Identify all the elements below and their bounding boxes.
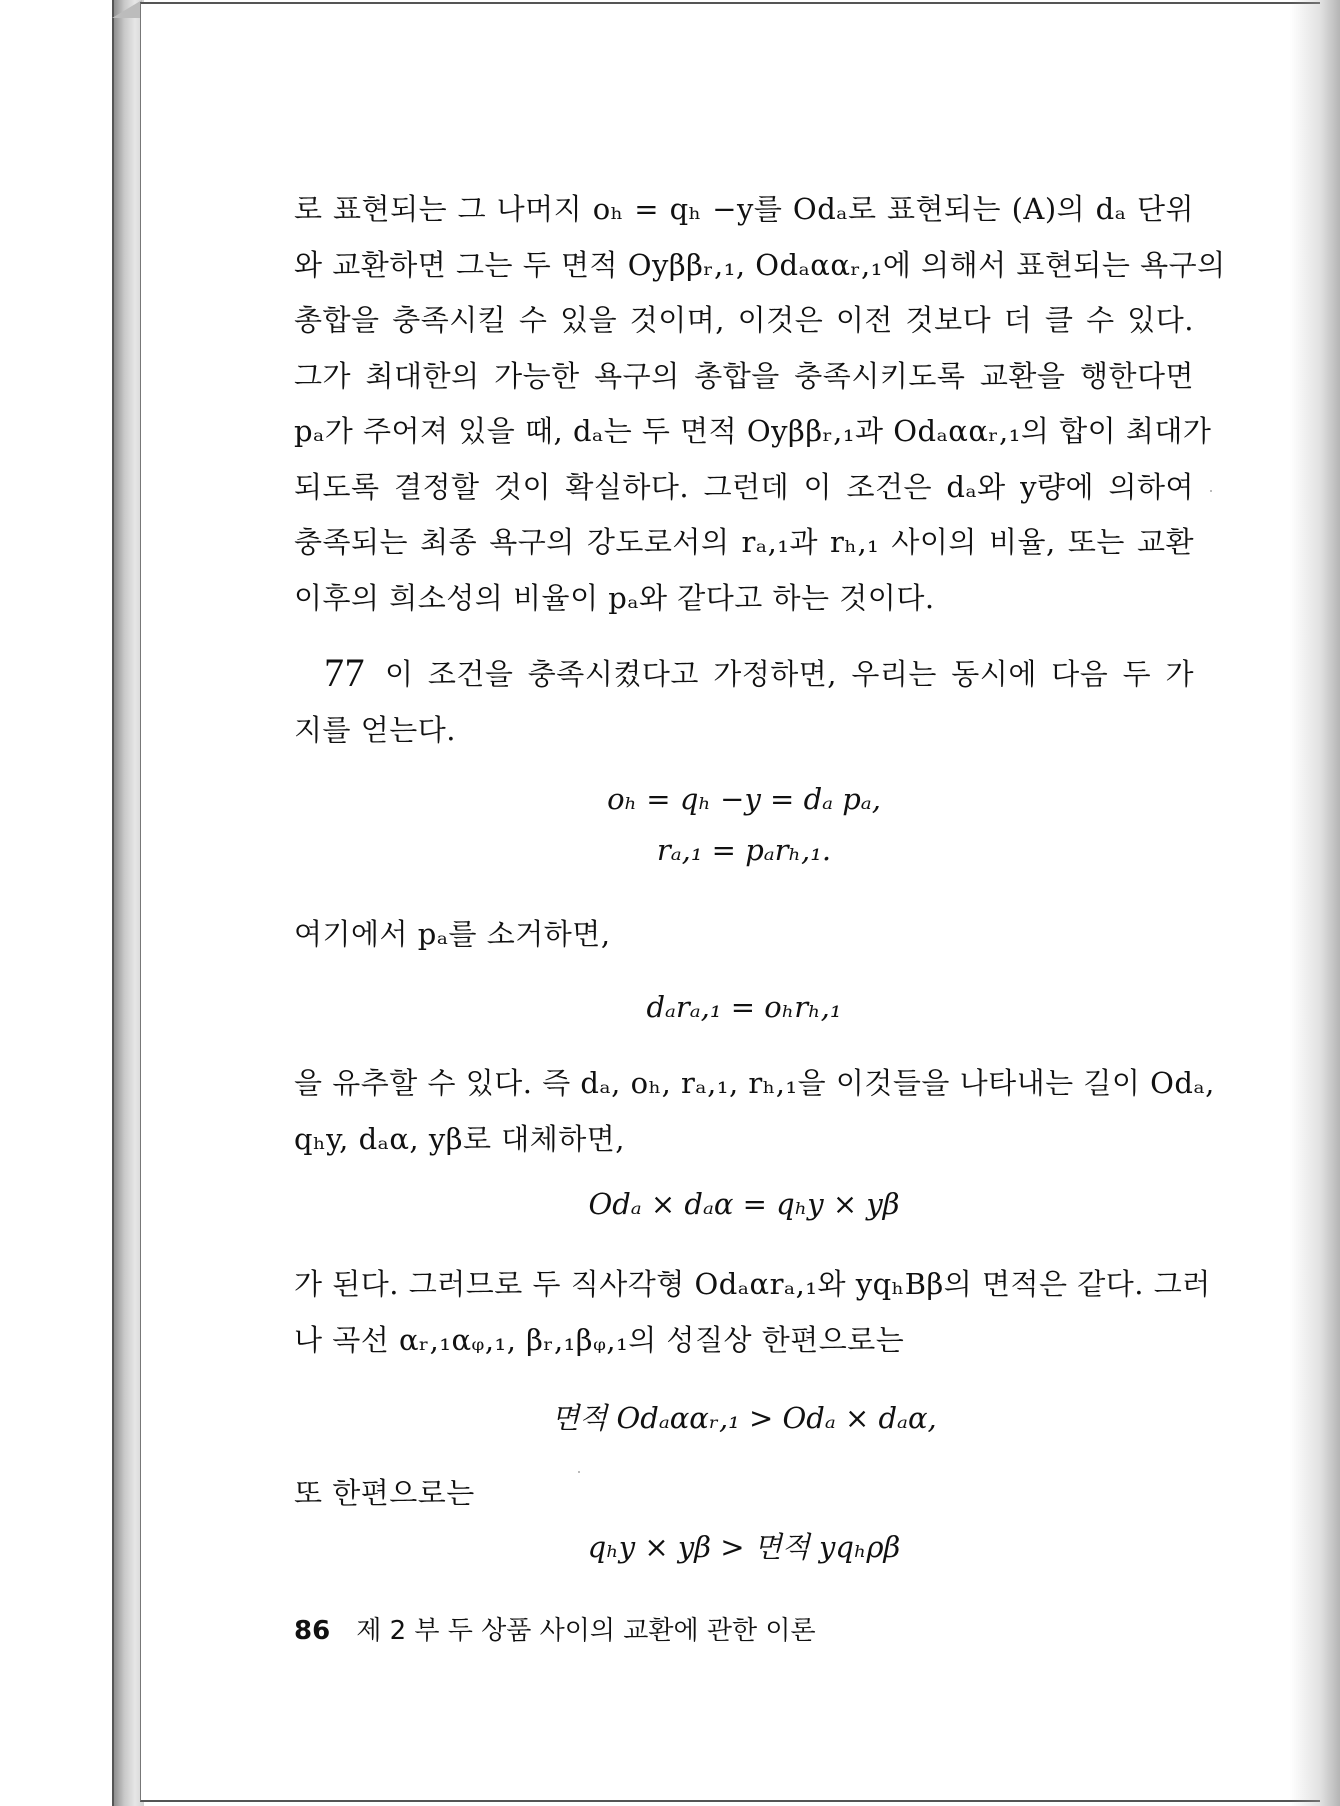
text-line: 나 곡선 αᵣ,₁αᵩ,₁, βᵣ,₁βᵩ,₁의 성질상 한편으로는 [294, 1322, 905, 1357]
page-number: 86 [294, 1616, 331, 1646]
page-footer [294, 1610, 816, 1647]
paragraph-infer [294, 1056, 1215, 1167]
paragraph-infer-text [294, 1056, 1215, 1167]
paragraph-other-hand [294, 1466, 1194, 1522]
equation-3: dₐrₐ,₁ = oₕrₕ,₁ [646, 990, 842, 1024]
paragraph-1-text [294, 182, 1226, 626]
text-line: 지를 얻는다. [294, 712, 457, 747]
text-line: 여기에서 pₐ를 소거하면, [294, 917, 611, 951]
text-line: 을 유추할 수 있다. 즉 dₐ, oₕ, rₐ,₁, rₕ,₁을 이것들을 나타내는 길이 Odₐ, [294, 1066, 1215, 1100]
text-line: 총합을 충족시킬 수 있을 것이며, 이것은 이전 것보다 더 클 수 있다. [294, 303, 1194, 337]
equation-5: 면적 Odₐααᵣ,₁ > Odₐ × dₐα, [551, 1401, 937, 1435]
equation-2: rₐ,₁ = pₐrₕ,₁. [656, 833, 832, 867]
section-number: 77 [324, 650, 365, 695]
text-line: 로 표현되는 그 나머지 oₕ = qₕ −y를 Odₐ로 표현되는 (A)의 dₐ 단위 [294, 192, 1194, 226]
paragraph-eliminate [294, 907, 1194, 963]
text-line: 충족되는 최종 욕구의 강도로서의 rₐ,₁과 rₕ,₁ 사이의 비율, 또는 교환 [294, 525, 1194, 559]
running-title: 제 2 부 두 상품 사이의 교환에 관한 이론 [356, 1616, 816, 1646]
text-line: 가 된다. 그러므로 두 직사각형 Odₐαrₐ,₁와 yqₕBβ의 면적은 같다. 그러 [294, 1267, 1211, 1301]
paragraph-rectangles [294, 1257, 1211, 1368]
scan-speck [578, 1471, 580, 1473]
text-line: qₕy, dₐα, yβ로 대체하면, [294, 1121, 626, 1156]
text-line: 또 한편으로는 [294, 1476, 475, 1510]
text-line: 그가 최대한의 가능한 욕구의 총합을 충족시키도록 교환을 행한다면 [294, 358, 1194, 393]
paragraph-eliminate-text [294, 907, 1194, 963]
equation-6: qₕy × yβ > 면적 yqₕρβ [587, 1530, 901, 1564]
paragraph-1 [294, 182, 1226, 626]
equation-1: oₕ = qₕ −y = dₐ pₐ, [607, 782, 881, 816]
page-edge-shadow [1290, 0, 1340, 1806]
paragraph-other-hand-text [294, 1466, 1194, 1522]
section-77-text [294, 645, 1194, 758]
text-line: 이후의 희소성의 비율이 pₐ와 같다고 하는 것이다. [294, 580, 935, 615]
scan-speck [1210, 490, 1212, 492]
text-line: 와 교환하면 그는 두 면적 Oyββᵣ,₁, Odₐααᵣ,₁에 의해서 표현되는 욕구의 [294, 247, 1226, 282]
text-line: 되도록 결정할 것이 확실하다. 그런데 이 조건은 dₐ와 y량에 의하여 [294, 469, 1194, 504]
text-line [294, 645, 1194, 703]
section-first-line: 이 조건을 충족시켰다고 가정하면, 우리는 동시에 다음 두 가 [385, 657, 1194, 691]
section-77 [294, 645, 1194, 758]
text-line: pₐ가 주어져 있을 때, dₐ는 두 면적 Oyββᵣ,₁과 Odₐααᵣ,₁의 합이 최대가 [294, 414, 1212, 448]
paragraph-rectangles-text [294, 1257, 1211, 1368]
equation-4: Odₐ × dₐα = qₕy × yβ [588, 1187, 900, 1221]
